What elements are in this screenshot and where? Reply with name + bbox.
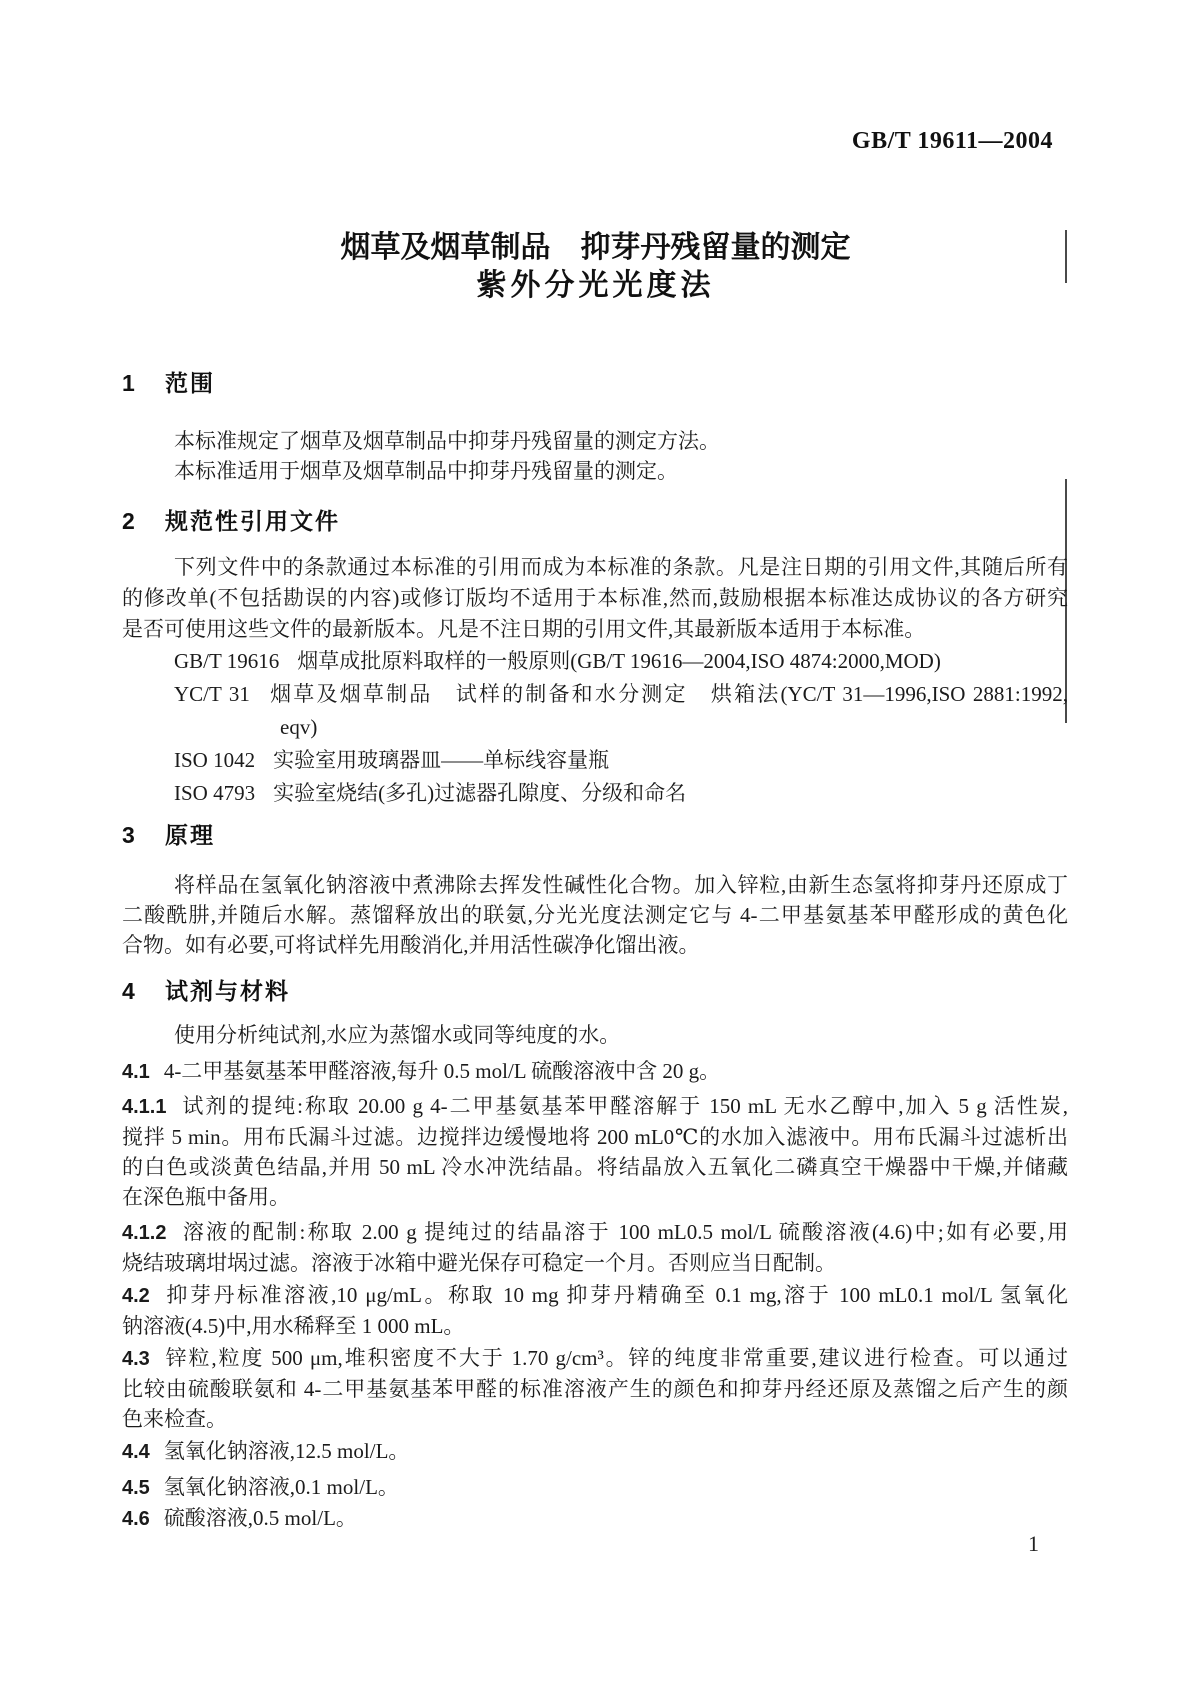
s1-paragraph-1: 本标准规定了烟草及烟草制品中抑芽丹残留量的测定方法。: [174, 429, 720, 453]
section-2-title: 规范性引用文件: [165, 508, 340, 534]
clause-4-2: [122, 1280, 1068, 1341]
clause-4-1-1-text: 试剂的提纯:称取 20.00 g 4-二甲基氨基苯甲醛溶解于 150 mL 无水乙醇中,加入 5 g 活性炭,: [180, 1094, 1068, 1118]
clause-4-1-1-line-2: 搅拌 5 min。用布氏漏斗过滤。边搅拌边缓慢地将 200 mL0℃的水加入滤液中。用布氏漏斗过滤析出: [122, 1125, 1068, 1149]
clause-4-3-line-1: [122, 1343, 1068, 1374]
clause-4-1-1-number: 4.1.1: [122, 1096, 167, 1118]
clause-4-1-1: [122, 1091, 1068, 1212]
reference-iso1042: [122, 744, 1068, 777]
clause-4-2-text: 抑芽丹标准溶液,10 μg/mL。称取 10 mg 抑芽丹精确至 0.1 mg,溶于 100 mL0.1 mol/L 氢氧化: [163, 1283, 1068, 1307]
reference-code: GB/T 19616: [174, 649, 280, 673]
clause-4-2-number: 4.2: [122, 1285, 150, 1307]
clause-4-3-line-3: 色来检查。: [122, 1407, 227, 1431]
section-4-number: 4: [122, 978, 135, 1004]
clause-4-5-text: 氢氧化钠溶液,0.1 mol/L。: [163, 1475, 399, 1499]
clause-4-1-2-number: 4.1.2: [122, 1222, 167, 1244]
section-1-title: 范围: [165, 370, 215, 396]
clause-4-3-text: 锌粒,粒度 500 μm,堆积密度不大于 1.70 g/cm³。锌的纯度非常重要,建议进行检查。可以通过: [163, 1346, 1068, 1370]
s2-para-line-2: 的修改单(不包括勘误的内容)或修订版均不适用于本标准,然而,鼓励根据本标准达成协议的各方研究: [122, 586, 1068, 610]
s2-para-line-3: 是否可使用这些文件的最新版本。凡是不注日期的引用文件,其最新版本适用于本标准。: [122, 617, 926, 641]
clause-4-5: [122, 1472, 1068, 1503]
section-4-title: 试剂与材料: [165, 978, 290, 1004]
clause-4-1-1-line-3: 的白色或淡黄色结晶,并用 50 mL 冷水冲洗结晶。将结晶放入五氧化二磷真空干燥器中干燥,并储藏: [122, 1155, 1068, 1179]
document-body: [122, 368, 1068, 1534]
reference-yct31: [122, 678, 1068, 711]
reference-desc: 烟草成批原料取样的一般原则(GB/T 19616—2004,ISO 4874:2000,MOD): [297, 649, 941, 673]
s1-paragraph-2: 本标准适用于烟草及烟草制品中抑芽丹残留量的测定。: [174, 459, 678, 483]
section-3-number: 3: [122, 822, 135, 848]
clause-4-5-number: 4.5: [122, 1477, 150, 1499]
s3-para-line-3: 合物。如有必要,可将试样先用酸消化,并用活性碳净化馏出液。: [122, 933, 700, 957]
clause-4-1-2: [122, 1217, 1068, 1278]
clause-4-1-2-line-1: [122, 1217, 1068, 1248]
s3-para-line-2: 二酸酰肼,并随后水解。蒸馏释放出的联氨,分光光度法测定它与 4-二甲基氨基苯甲醛形成的黄色化: [122, 903, 1068, 927]
clause-4-1-1-line-4: 在深色瓶中备用。: [122, 1185, 290, 1209]
reference-code: ISO 4793: [174, 781, 256, 805]
reference-desc: 烟草及烟草制品 试样的制备和水分测定 烘箱法(YC/T 31—1996,ISO 2881:1992,: [267, 682, 1068, 706]
title-line-2: 紫外分光光度法: [476, 269, 715, 302]
clause-4-6-text: 硫酸溶液,0.5 mol/L。: [163, 1506, 357, 1530]
reference-code: YC/T 31: [174, 682, 250, 706]
clause-4-4-text: 氢氧化钠溶液,12.5 mol/L。: [163, 1439, 410, 1463]
clause-4-4: [122, 1436, 1068, 1467]
clause-4-6: [122, 1503, 1068, 1534]
section-4-heading: [122, 976, 1068, 1006]
section-3-title: 原理: [165, 822, 215, 848]
clause-4-1-2-text: 溶液的配制:称取 2.00 g 提纯过的结晶溶于 100 mL0.5 mol/L 硫酸溶液(4.6)中;如有必要,用: [180, 1220, 1068, 1244]
title-line-1: 烟草及烟草制品 抑芽丹残留量的测定: [340, 231, 851, 264]
reference-yct31-continuation: eqv): [280, 715, 318, 739]
section-1-number: 1: [122, 370, 135, 396]
reference-gbt19616: [122, 645, 1068, 678]
reference-code: ISO 1042: [174, 748, 256, 772]
section-2-number: 2: [122, 508, 135, 534]
clause-4-4-number: 4.4: [122, 1441, 150, 1463]
reference-desc: 实验室用玻璃器皿——单标线容量瓶: [273, 748, 610, 772]
section-2-heading: [122, 506, 1068, 536]
s4-intro-line: 使用分析纯试剂,水应为蒸馏水或同等纯度的水。: [174, 1023, 621, 1047]
reference-iso4793: [122, 777, 1068, 810]
clause-4-1-1-line-1: [122, 1091, 1068, 1122]
s3-para-line-1: 将样品在氢氧化钠溶液中煮沸除去挥发性碱性化合物。加入锌粒,由新生态氢将抑芽丹还原成丁: [174, 873, 1068, 897]
clause-4-2-line-1: [122, 1280, 1068, 1311]
reference-desc: 实验室烧结(多孔)过滤器孔隙度、分级和命名: [273, 781, 687, 805]
document-title: [0, 229, 1191, 305]
page-number: 1: [1028, 1531, 1039, 1556]
s2-para-line-1: 下列文件中的条款通过本标准的引用而成为本标准的条款。凡是注日期的引用文件,其随后所有: [174, 555, 1068, 579]
clause-4-3: [122, 1343, 1068, 1434]
clause-4-1-number: 4.1: [122, 1061, 150, 1083]
clause-4-6-number: 4.6: [122, 1508, 150, 1530]
standard-code-header: GB/T 19611—2004: [851, 128, 1053, 154]
clause-4-2-line-2: 钠溶液(4.5)中,用水稀释至 1 000 mL。: [122, 1314, 465, 1338]
clause-4-1-text: 4-二甲基氨基苯甲醛溶液,每升 0.5 mol/L 硫酸溶液中含 20 g。: [163, 1059, 721, 1083]
section-3-heading: [122, 820, 1068, 850]
clause-4-3-line-2: 比较由硫酸联氨和 4-二甲基氨基苯甲醛的标准溶液产生的颜色和抑芽丹经还原及蒸馏之后产生的颜: [122, 1377, 1068, 1401]
clause-4-1: [122, 1056, 1068, 1087]
clause-4-3-number: 4.3: [122, 1348, 150, 1370]
section-1-heading: [122, 368, 1068, 398]
clause-4-1-2-line-2: 烧结玻璃坩埚过滤。溶液于冰箱中避光保存可稳定一个月。否则应当日配制。: [122, 1251, 836, 1275]
